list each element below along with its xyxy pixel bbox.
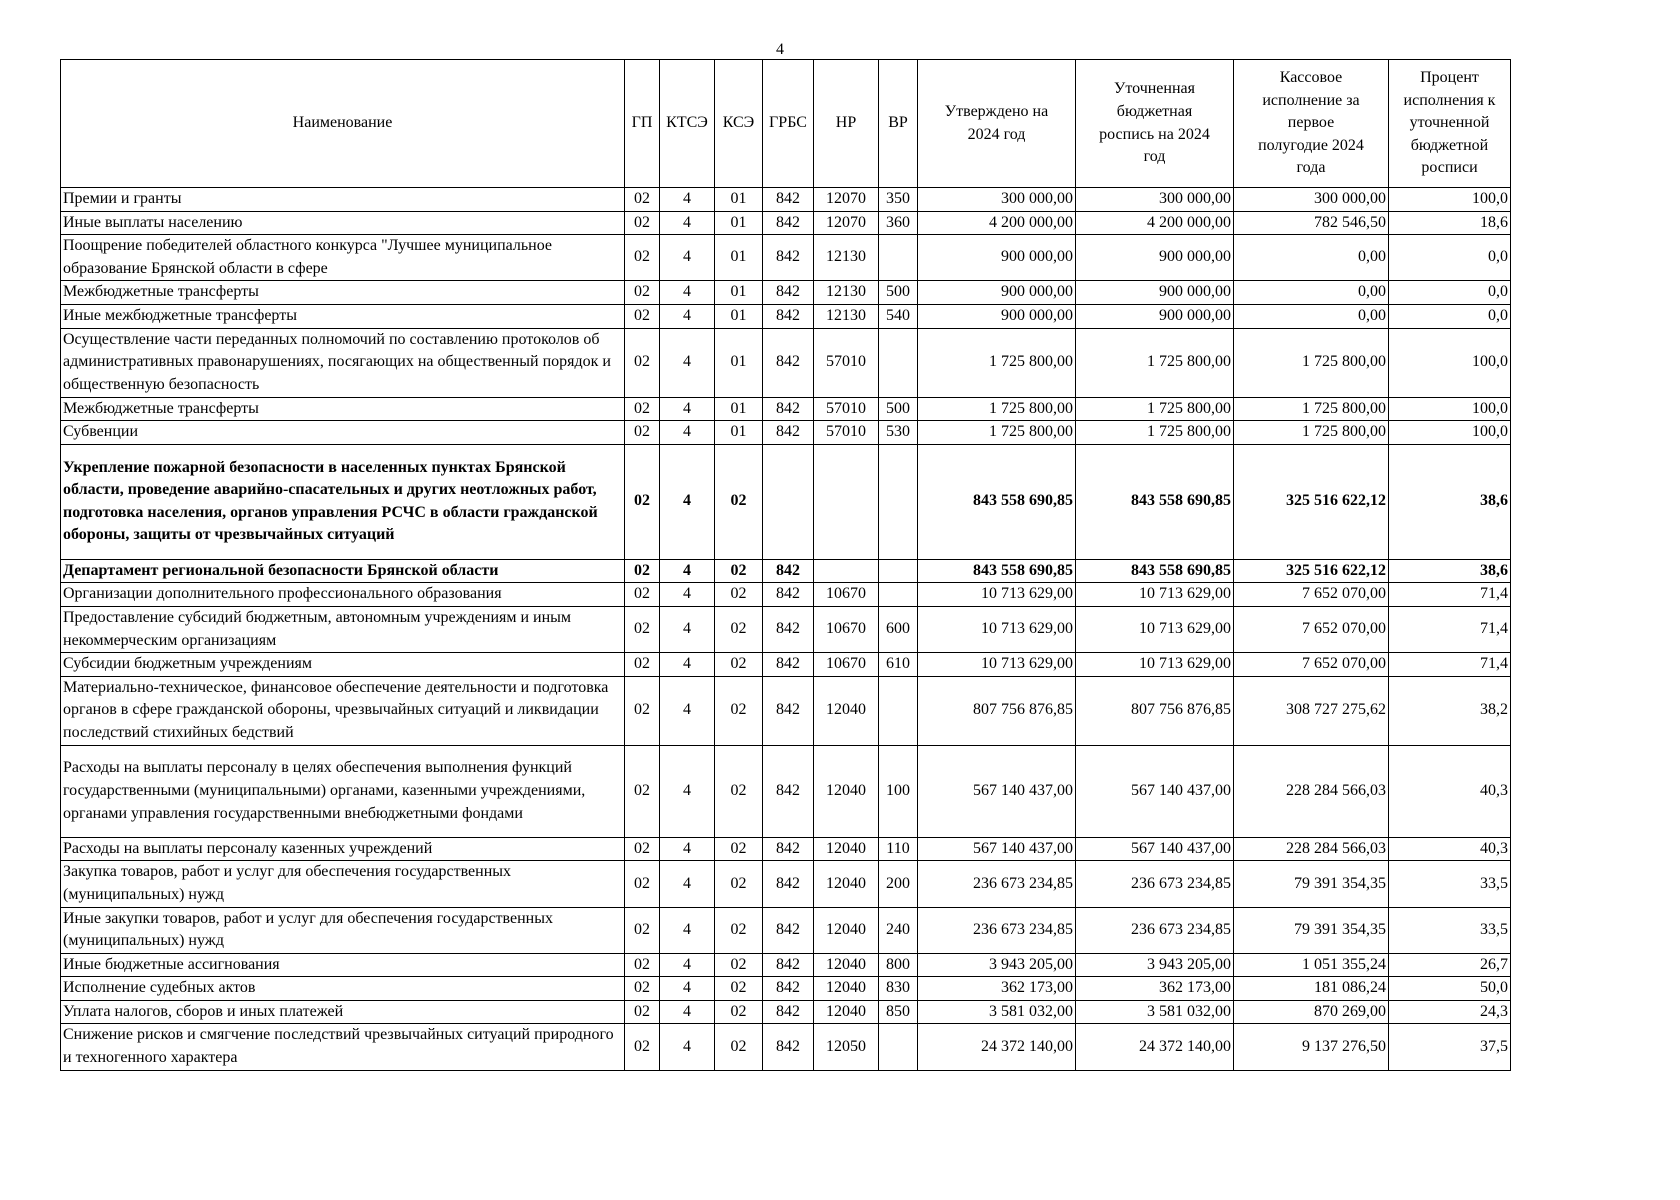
row-ktse-cell: 4	[660, 304, 715, 328]
table-row	[61, 304, 1511, 328]
header-grbs: ГРБС	[763, 60, 814, 188]
table-row	[61, 583, 1511, 607]
row-gp-cell: 02	[625, 397, 660, 421]
row-gp-cell: 02	[625, 211, 660, 235]
row-name-cell: Поощрение победителей областного конкурса "Лучшее муниципальное образование Брянской области в сфере	[61, 235, 625, 281]
row-nr-cell: 12050	[814, 1024, 879, 1070]
row-percent-cell: 100,0	[1389, 328, 1511, 397]
row-name-cell: Иные закупки товаров, работ и услуг для обеспечения государственных (муниципальных) нужд	[61, 907, 625, 953]
row-vr-cell	[879, 328, 918, 397]
row-grbs-cell: 842	[763, 653, 814, 677]
row-grbs-cell: 842	[763, 211, 814, 235]
row-name-cell: Закупка товаров, работ и услуг для обеспечения государственных (муниципальных) нужд	[61, 861, 625, 907]
row-refined-cell: 10 713 629,00	[1076, 653, 1234, 677]
row-percent-cell: 100,0	[1389, 421, 1511, 445]
row-vr-cell: 240	[879, 907, 918, 953]
row-vr-cell: 850	[879, 1000, 918, 1024]
table-row	[61, 907, 1511, 953]
row-name-cell: Субсидии бюджетным учреждениям	[61, 653, 625, 677]
row-percent-cell: 100,0	[1389, 188, 1511, 212]
row-nr-cell: 57010	[814, 328, 879, 397]
row-cash-cell: 300 000,00	[1234, 188, 1389, 212]
row-kse-cell: 02	[715, 977, 763, 1001]
row-nr-cell: 10670	[814, 653, 879, 677]
row-grbs-cell: 842	[763, 745, 814, 837]
row-ktse-cell: 4	[660, 1000, 715, 1024]
row-grbs-cell: 842	[763, 907, 814, 953]
row-grbs-cell: 842	[763, 328, 814, 397]
row-refined-cell: 236 673 234,85	[1076, 907, 1234, 953]
row-vr-cell	[879, 444, 918, 559]
table-row	[61, 653, 1511, 677]
row-kse-cell: 02	[715, 676, 763, 745]
row-percent-cell: 26,7	[1389, 953, 1511, 977]
row-approved-cell: 1 725 800,00	[918, 397, 1076, 421]
row-vr-cell	[879, 583, 918, 607]
row-vr-cell	[879, 235, 918, 281]
row-nr-cell	[814, 444, 879, 559]
row-refined-cell: 4 200 000,00	[1076, 211, 1234, 235]
row-kse-cell: 01	[715, 281, 763, 305]
row-approved-cell: 300 000,00	[918, 188, 1076, 212]
row-name-cell: Осуществление части переданных полномочий по составлению протоколов об административных правонарушениях, посягающих на общественный порядок и общественную безопасность	[61, 328, 625, 397]
table-row	[61, 188, 1511, 212]
row-percent-cell: 40,3	[1389, 745, 1511, 837]
row-vr-cell: 540	[879, 304, 918, 328]
row-refined-cell: 10 713 629,00	[1076, 606, 1234, 652]
row-vr-cell	[879, 559, 918, 583]
row-grbs-cell: 842	[763, 1024, 814, 1070]
row-kse-cell: 01	[715, 328, 763, 397]
row-gp-cell: 02	[625, 304, 660, 328]
row-name-cell: Иные выплаты населению	[61, 211, 625, 235]
row-cash-cell: 7 652 070,00	[1234, 606, 1389, 652]
row-nr-cell: 12040	[814, 907, 879, 953]
row-grbs-cell	[763, 444, 814, 559]
row-kse-cell: 02	[715, 745, 763, 837]
header-cash: Кассовое исполнение за первое полугодие 2024 года	[1234, 60, 1389, 188]
row-refined-cell: 1 725 800,00	[1076, 328, 1234, 397]
row-gp-cell: 02	[625, 907, 660, 953]
row-name-cell: Иные бюджетные ассигнования	[61, 953, 625, 977]
row-vr-cell: 500	[879, 397, 918, 421]
row-approved-cell: 236 673 234,85	[918, 861, 1076, 907]
header-kse: КСЭ	[715, 60, 763, 188]
row-nr-cell	[814, 559, 879, 583]
header-nr: НР	[814, 60, 879, 188]
row-name-cell: Департамент региональной безопасности Брянской области	[61, 559, 625, 583]
row-refined-cell: 900 000,00	[1076, 281, 1234, 305]
table-row	[61, 1000, 1511, 1024]
row-approved-cell: 236 673 234,85	[918, 907, 1076, 953]
row-percent-cell: 18,6	[1389, 211, 1511, 235]
row-vr-cell: 830	[879, 977, 918, 1001]
header-ktse: КТСЭ	[660, 60, 715, 188]
row-percent-cell: 71,4	[1389, 653, 1511, 677]
row-name-cell: Расходы на выплаты персоналу казенных учреждений	[61, 837, 625, 861]
row-nr-cell: 12040	[814, 861, 879, 907]
row-gp-cell: 02	[625, 837, 660, 861]
row-vr-cell	[879, 676, 918, 745]
row-kse-cell: 02	[715, 907, 763, 953]
row-nr-cell: 12040	[814, 837, 879, 861]
row-vr-cell: 530	[879, 421, 918, 445]
row-grbs-cell: 842	[763, 1000, 814, 1024]
row-cash-cell: 79 391 354,35	[1234, 907, 1389, 953]
row-vr-cell: 500	[879, 281, 918, 305]
row-vr-cell: 610	[879, 653, 918, 677]
row-percent-cell: 37,5	[1389, 1024, 1511, 1070]
row-kse-cell: 01	[715, 421, 763, 445]
row-ktse-cell: 4	[660, 211, 715, 235]
row-vr-cell: 110	[879, 837, 918, 861]
header-refined: Уточненная бюджетная роспись на 2024 год	[1076, 60, 1234, 188]
row-ktse-cell: 4	[660, 559, 715, 583]
row-cash-cell: 0,00	[1234, 304, 1389, 328]
table-row	[61, 977, 1511, 1001]
row-cash-cell: 79 391 354,35	[1234, 861, 1389, 907]
row-ktse-cell: 4	[660, 1024, 715, 1070]
row-refined-cell: 3 943 205,00	[1076, 953, 1234, 977]
row-vr-cell: 600	[879, 606, 918, 652]
row-grbs-cell: 842	[763, 953, 814, 977]
row-refined-cell: 843 558 690,85	[1076, 444, 1234, 559]
row-percent-cell: 50,0	[1389, 977, 1511, 1001]
table-row	[61, 281, 1511, 305]
row-ktse-cell: 4	[660, 281, 715, 305]
row-percent-cell: 100,0	[1389, 397, 1511, 421]
row-kse-cell: 02	[715, 1000, 763, 1024]
row-percent-cell: 38,2	[1389, 676, 1511, 745]
row-vr-cell	[879, 1024, 918, 1070]
row-nr-cell: 10670	[814, 583, 879, 607]
row-name-cell: Межбюджетные трансферты	[61, 397, 625, 421]
row-gp-cell: 02	[625, 281, 660, 305]
row-grbs-cell: 842	[763, 837, 814, 861]
row-kse-cell: 02	[715, 444, 763, 559]
row-nr-cell: 12040	[814, 1000, 879, 1024]
row-cash-cell: 782 546,50	[1234, 211, 1389, 235]
row-gp-cell: 02	[625, 861, 660, 907]
row-grbs-cell: 842	[763, 397, 814, 421]
table-row	[61, 676, 1511, 745]
row-percent-cell: 0,0	[1389, 235, 1511, 281]
row-percent-cell: 0,0	[1389, 304, 1511, 328]
row-approved-cell: 24 372 140,00	[918, 1024, 1076, 1070]
row-nr-cell: 12130	[814, 281, 879, 305]
row-ktse-cell: 4	[660, 653, 715, 677]
row-ktse-cell: 4	[660, 837, 715, 861]
row-ktse-cell: 4	[660, 676, 715, 745]
row-name-cell: Укрепление пожарной безопасности в населенных пунктах Брянской области, проведение аварийно-спасательных и других неотложных работ, подготовка населения, органов управления РСЧС в области гражданской обороны, защиты от чрезвычайных ситуаций	[61, 444, 625, 559]
row-gp-cell: 02	[625, 235, 660, 281]
table-row	[61, 444, 1511, 559]
row-grbs-cell: 842	[763, 583, 814, 607]
row-kse-cell: 02	[715, 861, 763, 907]
row-approved-cell: 1 725 800,00	[918, 421, 1076, 445]
row-refined-cell: 567 140 437,00	[1076, 837, 1234, 861]
row-cash-cell: 0,00	[1234, 281, 1389, 305]
row-percent-cell: 40,3	[1389, 837, 1511, 861]
row-percent-cell: 71,4	[1389, 606, 1511, 652]
row-cash-cell: 7 652 070,00	[1234, 653, 1389, 677]
row-cash-cell: 1 051 355,24	[1234, 953, 1389, 977]
row-cash-cell: 1 725 800,00	[1234, 328, 1389, 397]
row-refined-cell: 900 000,00	[1076, 304, 1234, 328]
row-kse-cell: 02	[715, 559, 763, 583]
row-approved-cell: 10 713 629,00	[918, 583, 1076, 607]
row-ktse-cell: 4	[660, 907, 715, 953]
row-kse-cell: 02	[715, 837, 763, 861]
row-ktse-cell: 4	[660, 745, 715, 837]
row-ktse-cell: 4	[660, 444, 715, 559]
table-row	[61, 953, 1511, 977]
row-approved-cell: 807 756 876,85	[918, 676, 1076, 745]
row-vr-cell: 800	[879, 953, 918, 977]
budget-execution-table	[60, 59, 1511, 1071]
row-grbs-cell: 842	[763, 281, 814, 305]
row-nr-cell: 12040	[814, 977, 879, 1001]
row-gp-cell: 02	[625, 745, 660, 837]
row-gp-cell: 02	[625, 606, 660, 652]
row-approved-cell: 362 173,00	[918, 977, 1076, 1001]
row-name-cell: Предоставление субсидий бюджетным, автономным учреждениям и иным некоммерческим организациям	[61, 606, 625, 652]
row-approved-cell: 10 713 629,00	[918, 653, 1076, 677]
row-kse-cell: 02	[715, 953, 763, 977]
row-vr-cell: 350	[879, 188, 918, 212]
row-name-cell: Субвенции	[61, 421, 625, 445]
row-kse-cell: 01	[715, 211, 763, 235]
row-ktse-cell: 4	[660, 328, 715, 397]
row-cash-cell: 181 086,24	[1234, 977, 1389, 1001]
row-cash-cell: 308 727 275,62	[1234, 676, 1389, 745]
row-percent-cell: 38,6	[1389, 444, 1511, 559]
row-gp-cell: 02	[625, 444, 660, 559]
row-nr-cell: 12130	[814, 304, 879, 328]
row-grbs-cell: 842	[763, 977, 814, 1001]
row-cash-cell: 7 652 070,00	[1234, 583, 1389, 607]
row-gp-cell: 02	[625, 953, 660, 977]
table-row	[61, 328, 1511, 397]
row-name-cell: Расходы на выплаты персоналу в целях обеспечения выполнения функций государственными (муниципальными) органами, казенными учреждениями, органами управления государственными внебюджетными фондами	[61, 745, 625, 837]
row-approved-cell: 1 725 800,00	[918, 328, 1076, 397]
row-nr-cell: 57010	[814, 397, 879, 421]
row-grbs-cell: 842	[763, 304, 814, 328]
row-grbs-cell: 842	[763, 235, 814, 281]
row-ktse-cell: 4	[660, 397, 715, 421]
row-name-cell: Организации дополнительного профессионального образования	[61, 583, 625, 607]
row-cash-cell: 870 269,00	[1234, 1000, 1389, 1024]
row-vr-cell: 100	[879, 745, 918, 837]
row-approved-cell: 567 140 437,00	[918, 745, 1076, 837]
row-gp-cell: 02	[625, 188, 660, 212]
row-gp-cell: 02	[625, 676, 660, 745]
table-row	[61, 837, 1511, 861]
row-cash-cell: 325 516 622,12	[1234, 444, 1389, 559]
row-cash-cell: 9 137 276,50	[1234, 1024, 1389, 1070]
row-gp-cell: 02	[625, 421, 660, 445]
row-approved-cell: 3 581 032,00	[918, 1000, 1076, 1024]
row-ktse-cell: 4	[660, 606, 715, 652]
row-approved-cell: 900 000,00	[918, 304, 1076, 328]
table-row	[61, 397, 1511, 421]
row-nr-cell: 57010	[814, 421, 879, 445]
row-kse-cell: 01	[715, 304, 763, 328]
row-ktse-cell: 4	[660, 861, 715, 907]
row-nr-cell: 12070	[814, 188, 879, 212]
row-refined-cell: 362 173,00	[1076, 977, 1234, 1001]
row-approved-cell: 843 558 690,85	[918, 444, 1076, 559]
row-approved-cell: 567 140 437,00	[918, 837, 1076, 861]
row-refined-cell: 1 725 800,00	[1076, 397, 1234, 421]
row-ktse-cell: 4	[660, 953, 715, 977]
row-refined-cell: 300 000,00	[1076, 188, 1234, 212]
row-vr-cell: 360	[879, 211, 918, 235]
row-percent-cell: 33,5	[1389, 907, 1511, 953]
table-row	[61, 745, 1511, 837]
row-nr-cell: 12070	[814, 211, 879, 235]
row-cash-cell: 325 516 622,12	[1234, 559, 1389, 583]
row-ktse-cell: 4	[660, 235, 715, 281]
row-nr-cell: 10670	[814, 606, 879, 652]
row-name-cell: Иные межбюджетные трансферты	[61, 304, 625, 328]
row-kse-cell: 01	[715, 235, 763, 281]
header-gp: ГП	[625, 60, 660, 188]
table-row	[61, 559, 1511, 583]
row-ktse-cell: 4	[660, 421, 715, 445]
row-grbs-cell: 842	[763, 421, 814, 445]
table-row	[61, 421, 1511, 445]
row-cash-cell: 1 725 800,00	[1234, 421, 1389, 445]
row-cash-cell: 228 284 566,03	[1234, 837, 1389, 861]
table-row	[61, 211, 1511, 235]
row-refined-cell: 900 000,00	[1076, 235, 1234, 281]
row-cash-cell: 228 284 566,03	[1234, 745, 1389, 837]
row-kse-cell: 01	[715, 188, 763, 212]
row-grbs-cell: 842	[763, 606, 814, 652]
row-kse-cell: 02	[715, 653, 763, 677]
row-gp-cell: 02	[625, 583, 660, 607]
row-percent-cell: 38,6	[1389, 559, 1511, 583]
row-refined-cell: 1 725 800,00	[1076, 421, 1234, 445]
row-approved-cell: 10 713 629,00	[918, 606, 1076, 652]
row-gp-cell: 02	[625, 653, 660, 677]
row-approved-cell: 4 200 000,00	[918, 211, 1076, 235]
row-name-cell: Исполнение судебных актов	[61, 977, 625, 1001]
row-approved-cell: 900 000,00	[918, 281, 1076, 305]
page-number: 4	[776, 41, 784, 58]
row-kse-cell: 02	[715, 606, 763, 652]
row-approved-cell: 3 943 205,00	[918, 953, 1076, 977]
table-body	[61, 188, 1511, 1071]
row-name-cell: Уплата налогов, сборов и иных платежей	[61, 1000, 625, 1024]
row-grbs-cell: 842	[763, 676, 814, 745]
row-nr-cell: 12130	[814, 235, 879, 281]
row-cash-cell: 0,00	[1234, 235, 1389, 281]
row-gp-cell: 02	[625, 328, 660, 397]
header-percent: Процент исполнения к уточненной бюджетной росписи	[1389, 60, 1511, 188]
row-cash-cell: 1 725 800,00	[1234, 397, 1389, 421]
row-kse-cell: 02	[715, 583, 763, 607]
row-kse-cell: 02	[715, 1024, 763, 1070]
table-header-row	[61, 60, 1511, 188]
row-ktse-cell: 4	[660, 977, 715, 1001]
row-name-cell: Межбюджетные трансферты	[61, 281, 625, 305]
row-grbs-cell: 842	[763, 188, 814, 212]
row-gp-cell: 02	[625, 1024, 660, 1070]
row-refined-cell: 24 372 140,00	[1076, 1024, 1234, 1070]
row-approved-cell: 843 558 690,85	[918, 559, 1076, 583]
table-row	[61, 606, 1511, 652]
row-gp-cell: 02	[625, 977, 660, 1001]
row-grbs-cell: 842	[763, 559, 814, 583]
row-name-cell: Материально-техническое, финансовое обеспечение деятельности и подготовка органов в сфере гражданской обороны, чрезвычайных ситуаций и ликвидации последствий стихийных бедствий	[61, 676, 625, 745]
row-percent-cell: 0,0	[1389, 281, 1511, 305]
row-gp-cell: 02	[625, 1000, 660, 1024]
row-name-cell: Премии и гранты	[61, 188, 625, 212]
row-approved-cell: 900 000,00	[918, 235, 1076, 281]
row-kse-cell: 01	[715, 397, 763, 421]
row-nr-cell: 12040	[814, 953, 879, 977]
header-approved: Утверждено на 2024 год	[918, 60, 1076, 188]
row-percent-cell: 24,3	[1389, 1000, 1511, 1024]
row-percent-cell: 71,4	[1389, 583, 1511, 607]
row-refined-cell: 843 558 690,85	[1076, 559, 1234, 583]
table-row	[61, 235, 1511, 281]
row-vr-cell: 200	[879, 861, 918, 907]
row-percent-cell: 33,5	[1389, 861, 1511, 907]
row-refined-cell: 3 581 032,00	[1076, 1000, 1234, 1024]
table-row	[61, 1024, 1511, 1070]
row-ktse-cell: 4	[660, 188, 715, 212]
row-grbs-cell: 842	[763, 861, 814, 907]
row-ktse-cell: 4	[660, 583, 715, 607]
row-refined-cell: 807 756 876,85	[1076, 676, 1234, 745]
row-name-cell: Снижение рисков и смягчение последствий чрезвычайных ситуаций природного и техногенного характера	[61, 1024, 625, 1070]
header-name: Наименование	[61, 60, 625, 188]
header-vr: ВР	[879, 60, 918, 188]
row-refined-cell: 567 140 437,00	[1076, 745, 1234, 837]
row-refined-cell: 10 713 629,00	[1076, 583, 1234, 607]
row-refined-cell: 236 673 234,85	[1076, 861, 1234, 907]
table-row	[61, 861, 1511, 907]
row-nr-cell: 12040	[814, 745, 879, 837]
row-nr-cell: 12040	[814, 676, 879, 745]
row-gp-cell: 02	[625, 559, 660, 583]
